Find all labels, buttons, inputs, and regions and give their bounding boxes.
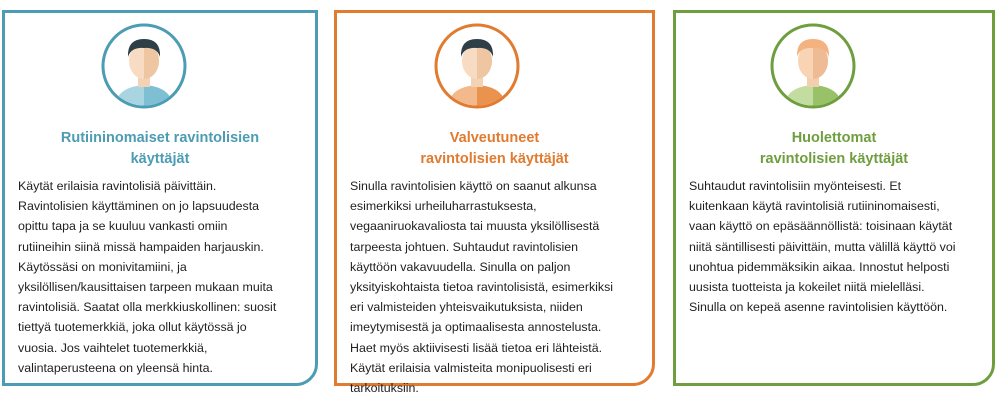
user-type-card-routine <box>2 10 318 386</box>
description-line: niitä säntillisesti päivittäin, mutta välillä käyttö voi <box>689 239 956 254</box>
description-line: rutiineihin siinä missä hampaiden harjauskin. <box>18 239 264 254</box>
card-title-line: käyttäjät <box>130 151 190 167</box>
user-type-card-carefree <box>673 10 995 386</box>
description-line: Sinulla ravintolisien käyttö on saanut alkunsa <box>350 179 597 193</box>
description-line: tarkoituksiin. <box>350 381 419 396</box>
description-line: Sinulla on kepeä asenne ravintolisien käyttöön. <box>689 300 948 315</box>
user-type-card-conscious <box>334 10 655 396</box>
description-line: opittu tapa ja se kuuluu vankasti omiin <box>18 219 228 234</box>
description-line: vaan käyttö on epäsäännöllistä: toisinaan käytät <box>689 219 953 234</box>
description-line: unohtua pidemmäksikin aikaa. Innostut helposti <box>689 259 950 274</box>
card-title <box>337 128 652 170</box>
description-line: yksityiskohtaista tietoa ravintolisistä, esimerkiksi <box>350 280 614 295</box>
card-title-line: ravintolisien käyttäjät <box>420 151 569 167</box>
description-line: Ravintolisien käyttäminen on jo lapsuudesta <box>18 199 260 214</box>
description-line: valintaperusteena on yleensä hinta. <box>18 360 213 375</box>
description-line: Haet myös aktiivisesti lisää tietoa eri lähteistä. <box>350 340 603 355</box>
description-line: imeytymisestä ja optimaalisesta annostelusta. <box>350 320 602 335</box>
description-line: uusista tuotteista ja kokeilet niitä mielelläsi. <box>689 280 925 295</box>
description-line: kuitenkaan käytä ravintolisiä rutiininomaisesti, <box>689 199 940 214</box>
card-title-line: Huolettomat <box>791 130 877 146</box>
description-line: Suhtaudut ravintolisiin myönteisesti. Et <box>689 179 902 193</box>
card-description <box>18 176 307 378</box>
description-line: tiettyä tuotemerkkiä, joka ollut käytössä jo <box>18 320 247 335</box>
card-title <box>676 128 992 170</box>
card-description <box>350 176 644 398</box>
description-line: eri valmisteiden yhteisvaikutuksista, niiden <box>350 300 583 315</box>
person-avatar-icon <box>434 23 520 109</box>
card-title-line: Rutiininomaiset ravintolisien <box>60 130 260 146</box>
description-line: Käytössäsi on monivitamiini, ja <box>18 259 187 274</box>
description-line: tarpeesta johtuen. Suhtaudut ravintolisien <box>350 239 579 254</box>
card-title-line: ravintolisien käyttäjät <box>759 151 909 167</box>
description-line: vegaaniruokavaliosta tai muusta yksilöllisestä <box>350 219 600 234</box>
description-line: käyttöön vakavuudella. Sinulla on paljon <box>350 259 571 274</box>
description-line: Käytät erilaisia ravintolisiä päivittäin. <box>18 179 217 193</box>
person-avatar-icon <box>101 23 187 109</box>
description-line: ravintolisiä. Saatat olla merkkiuskollinen: suosit <box>18 300 277 315</box>
description-line: vuosia. Jos vaihtelet tuotemerkkiä, <box>18 340 208 355</box>
description-line: yksilöllisen/kausittaisen tarpeen mukaan muita <box>18 280 273 295</box>
card-title <box>5 128 315 170</box>
description-line: esimerkiksi urheiluharrastuksesta, <box>350 199 537 214</box>
description-line: Käytät erilaisia valmisteita monipuolisesti eri <box>350 360 592 375</box>
card-description <box>689 176 984 317</box>
card-title-line: Valveutuneet <box>449 130 540 146</box>
person-avatar-icon <box>770 23 856 109</box>
